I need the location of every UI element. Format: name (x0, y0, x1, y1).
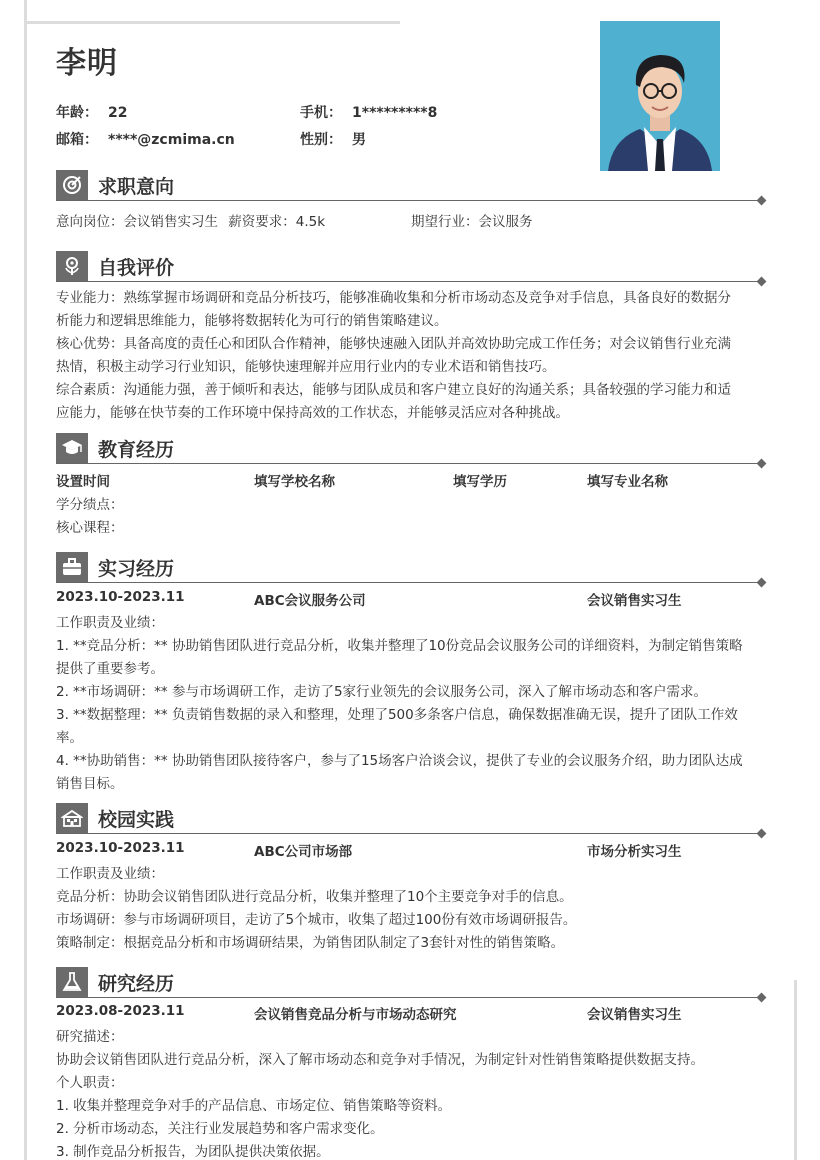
courses-label: 核心课程： (56, 520, 124, 536)
graduation-cap-icon (56, 433, 88, 463)
text-line: 协助会议销售团队进行竞品分析，深入了解市场动态和竞争对手情况，为制定针对性销售策略提供数据支持。 (56, 1052, 704, 1068)
text-line: 3. 制作竞品分析报告，为团队提供决策依据。 (56, 1144, 330, 1160)
text-line: 4. **协助销售：** 协助销售团队接待客户，参与了15场客户洽谈会议，提供了专业的会议服务介绍，助力团队达成 (56, 753, 743, 769)
section-rule (56, 997, 760, 998)
briefcase-icon (56, 552, 88, 582)
decor-top-line (24, 21, 400, 24)
research-role: 会议销售实习生 (587, 1007, 682, 1023)
education-time: 设置时间 (56, 474, 110, 490)
section-title: 教育经历 (98, 439, 175, 461)
text-line: 提供了重要参考。 (56, 661, 164, 677)
section-title: 研究经历 (98, 973, 175, 995)
campus-row (56, 840, 766, 863)
target-icon (56, 170, 88, 200)
candidate-name: 李明 (56, 46, 118, 81)
section-rule-end (757, 578, 767, 588)
text-line: 率。 (56, 730, 83, 746)
text-line: 3. **数据整理：** 负责销售数据的录入和整理，处理了500多条客户信息，确保数据准确无误，提升了团队工作效 (56, 707, 738, 723)
education-details (56, 494, 766, 540)
text-line: 竞品分析：协助会议销售团队进行竞品分析，收集并整理了10个主要竞争对手的信息。 (56, 889, 573, 905)
portrait-illustration (600, 21, 720, 171)
text-line: 专业能力：熟练掌握市场调研和竞品分析技巧，能够准确收集和分析市场动态及竞争对手信息，具备良好的数据分 (56, 290, 731, 306)
text-line: 工作职责及业绩： (56, 615, 164, 631)
text-line: 1. 收集并整理竞争对手的产品信息、市场定位、销售策略等资料。 (56, 1098, 452, 1114)
section-campus (56, 803, 766, 835)
text-line: 研究描述： (56, 1029, 124, 1045)
education-row (56, 470, 766, 493)
text-line: 策略制定：根据竞品分析和市场调研结果，为销售团队制定了3套针对性的销售策略。 (56, 935, 565, 951)
internship-role: 会议销售实习生 (587, 593, 682, 609)
text-line: 综合素质：沟通能力强，善于倾听和表达，能够与团队成员和客户建立良好的沟通关系；具备较强的学习能力和适 (56, 382, 731, 398)
gpa-label: 学分绩点： (56, 497, 124, 513)
section-rule (56, 463, 760, 464)
campus-company: ABC公司市场部 (254, 844, 353, 860)
research-period: 2023.08-2023.11 (56, 1003, 185, 1019)
age-info (56, 102, 127, 122)
research-project: 会议销售竞品分析与市场动态研究 (254, 1007, 457, 1023)
decor-left-line (24, 0, 27, 1160)
age-label: 年龄： (56, 105, 98, 121)
text-line: 个人职责： (56, 1075, 124, 1091)
phone-label: 手机： (300, 105, 342, 121)
intent-position: 意向岗位：会议销售实习生 (56, 214, 218, 230)
text-line: 应能力，能够在快节奏的工作环境中保持高效的工作状态，并能够灵活应对各种挑战。 (56, 405, 569, 421)
text-line: 1. **竞品分析：** 协助销售团队进行竞品分析，收集并整理了10份竞品会议服务公司的详细资料，为制定销售策略 (56, 638, 743, 654)
phone-value: 1*********8 (352, 105, 438, 121)
flask-icon (56, 967, 88, 997)
intent-row (56, 211, 766, 234)
flower-icon (56, 251, 88, 281)
gender-value: 男 (352, 132, 366, 148)
section-rule-end (757, 196, 767, 206)
section-rule-end (757, 829, 767, 839)
education-major: 填写专业名称 (587, 474, 668, 490)
text-line: 市场调研：参与市场调研项目，走访了5个城市，收集了超过100份有效市场调研报告。 (56, 912, 577, 928)
self-eval-text (56, 287, 766, 425)
building-icon (56, 803, 88, 833)
section-rule (56, 200, 760, 201)
section-rule (56, 833, 760, 834)
email-info (56, 129, 235, 149)
text-line: 销售目标。 (56, 776, 124, 792)
section-rule-end (757, 459, 767, 469)
text-line: 析能力和逻辑思维能力，能够将数据转化为可行的销售策略建议。 (56, 313, 448, 329)
text-line: 工作职责及业绩： (56, 866, 164, 882)
section-intent (56, 170, 766, 202)
section-title: 自我评价 (98, 257, 175, 279)
email-value: ****@zcmima.cn (108, 132, 235, 148)
section-research (56, 967, 766, 999)
age-value: 22 (108, 105, 128, 121)
research-row (56, 1003, 766, 1026)
intent-industry: 期望行业：会议服务 (411, 214, 533, 230)
phone-info (300, 102, 437, 122)
internship-period: 2023.10-2023.11 (56, 589, 185, 605)
education-degree: 填写学历 (453, 474, 507, 490)
section-rule (56, 582, 760, 583)
gender-info (300, 129, 366, 149)
section-internship (56, 552, 766, 584)
campus-period: 2023.10-2023.11 (56, 840, 185, 856)
text-line: 热情，积极主动学习行业知识，能够快速理解并应用行业内的专业术语和销售技巧。 (56, 359, 556, 375)
section-title: 求职意向 (98, 176, 175, 198)
education-school: 填写学校名称 (254, 474, 335, 490)
campus-details (56, 863, 766, 955)
section-education (56, 433, 766, 465)
internship-company: ABC会议服务公司 (254, 593, 366, 609)
intent-salary: 薪资要求：4.5k (228, 214, 326, 230)
text-line: 核心优势：具备高度的责任心和团队合作精神，能够快速融入团队并高效协助完成工作任务；对会议销售行业充满 (56, 336, 731, 352)
decor-right-line (794, 980, 797, 1160)
internship-details (56, 612, 766, 796)
section-self-eval (56, 251, 766, 283)
gender-label: 性别： (300, 132, 342, 148)
section-rule-end (757, 277, 767, 287)
section-title: 校园实践 (98, 809, 175, 831)
text-line: 2. 分析市场动态，关注行业发展趋势和客户需求变化。 (56, 1121, 384, 1137)
section-title: 实习经历 (98, 558, 175, 580)
campus-role: 市场分析实习生 (587, 844, 682, 860)
profile-photo (600, 21, 720, 171)
email-label: 邮箱： (56, 132, 98, 148)
section-rule (56, 281, 760, 282)
text-line: 2. **市场调研：** 参与市场调研工作，走访了5家行业领先的会议服务公司，深入了解市场动态和客户需求。 (56, 684, 708, 700)
section-rule-end (757, 993, 767, 1003)
internship-row (56, 589, 766, 612)
research-details (56, 1026, 766, 1160)
